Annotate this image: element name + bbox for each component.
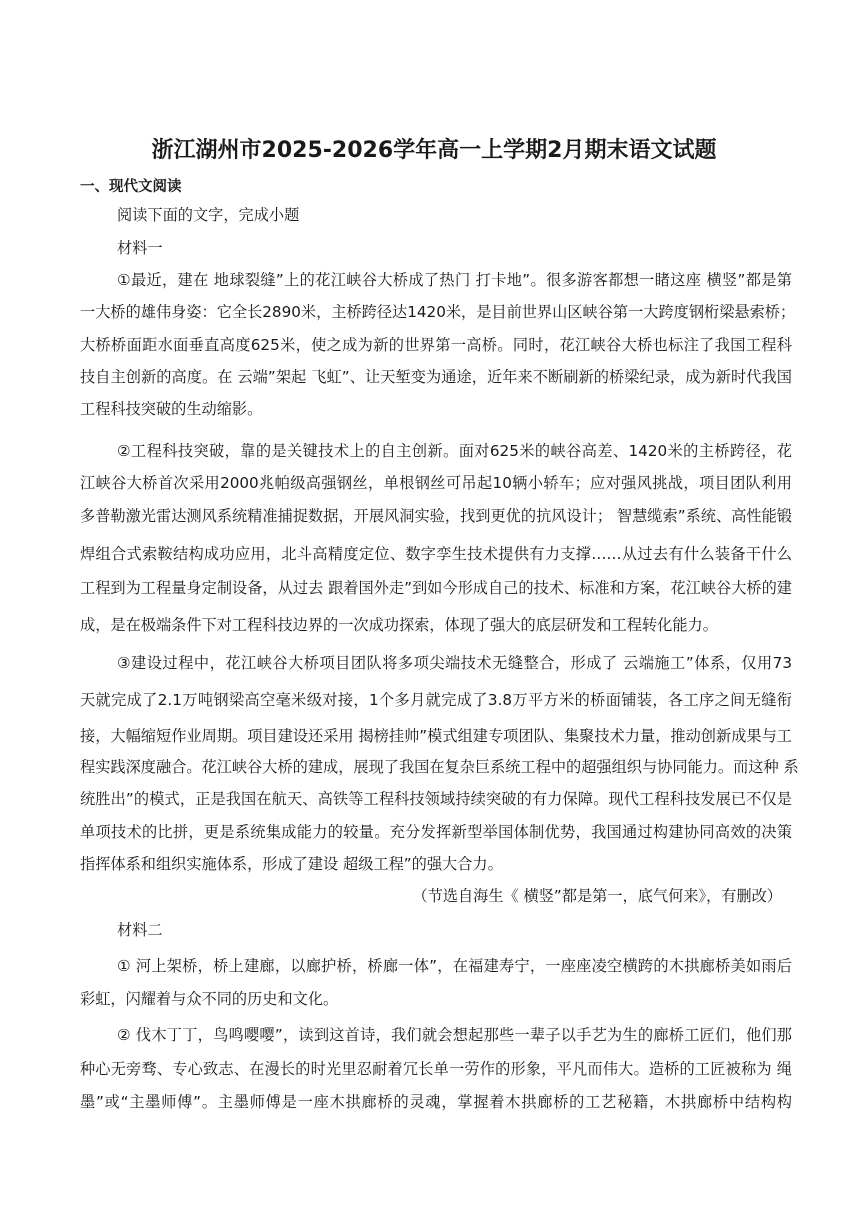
material-1-label: 材料一	[117, 239, 163, 257]
text-line: 单项技术的比拼，更是系统集成能力的较量。充分发挥新型举国体制优势，我国通过构建协同高效的决策	[80, 823, 792, 841]
text-line: ①最近，建在 地球裂缝”上的花江峡谷大桥成了热门 打卡地”。很多游客都想一睹这座 横竖”都是第	[117, 271, 792, 289]
instruction-text: 阅读下面的文字，完成小题	[117, 206, 300, 224]
text-line: ③建设过程中，花江峡谷大桥项目团队将多项尖端技术无缝整合，形成了 云端施工”体系，仅用73	[117, 654, 792, 672]
text-line: 工程到为工程量身定制设备，从过去 跟着国外走”到如今形成自己的技术、标准和方案，花江峡谷大桥的建	[80, 579, 792, 597]
text-line: 彩虹，闪耀着与众不同的历史和文化。	[80, 990, 339, 1008]
text-line: 接，大幅缩短作业周期。项目建设还采用 揭榜挂帅”模式组建专项团队、集聚技术力量，推动创新成果与工	[80, 727, 792, 745]
text-line: 指挥体系和组织实施体系，形成了建设 超级工程”的强大合力。	[80, 855, 503, 873]
text-line: 统胜出”的模式，正是我国在航天、高铁等工程科技领域持续突破的有力保障。现代工程科技发展已不仅是	[80, 790, 792, 808]
text-line: 墨”或“主墨师傅”。主墨师傅是一座木拱廊桥的灵魂，掌握着木拱廊桥的工艺秘籍，木拱廊桥中结构构	[80, 1093, 792, 1111]
text-line: 技自主创新的高度。在 云端”架起 飞虹”、让天堑变为通途，近年来不断刷新的桥梁纪录，成为新时代我国	[80, 368, 792, 386]
document-title: 浙江湖州市2025-2026学年高一上学期2月期末语文试题	[151, 138, 717, 163]
section-heading: 一、现代文阅读	[80, 179, 182, 195]
text-line: 天就完成了2.1万吨钢梁高空毫米级对接，1个多月就完成了3.8万平方米的桥面铺装，各工序之间无缝衔	[80, 691, 792, 709]
text-line: ① 河上架桥，桥上建廊，以廊护桥，桥廊一体”，在福建寿宁，一座座凌空横跨的木拱廊桥美如雨后	[117, 957, 792, 975]
text-line: 大桥桥面距水面垂直高度625米，使之成为新的世界第一高桥。同时，花江峡谷大桥也标注了我国工程科	[80, 336, 792, 354]
text-line: 工程科技突破的生动缩影。	[80, 400, 263, 418]
text-line: ② 伐木丁丁，鸟鸣嘤嘤”，读到这首诗，我们就会想起那些一辈子以手艺为生的廊桥工匠们，他们那	[117, 1026, 792, 1044]
text-line: 焊组合式索鞍结构成功应用，北斗高精度定位、数字孪生技术提供有力支撑……从过去有什么装备干什么	[80, 545, 792, 563]
text-line: 江峡谷大桥首次采用2000兆帕级高强钢丝，单根钢丝可吊起10辆小轿车；应对强风挑战，项目团队利用	[80, 474, 792, 492]
text-line: ②工程科技突破，靠的是关键技术上的自主创新。面对625米的峡谷高差、1420米的主桥跨径，花	[117, 442, 792, 460]
text-line: 种心无旁骛、专心致志、在漫长的时光里忍耐着冗长单一劳作的形象，平凡而伟大。造桥的工匠被称为 绳	[80, 1060, 792, 1078]
text-line: 程实践深度融合。花江峡谷大桥的建成，展现了我国在复杂巨系统工程中的超强组织与协同能力。而这种 系	[80, 758, 799, 776]
text-line: 成，是在极端条件下对工程科技边界的一次成功探索，体现了强大的底层研发和工程转化能力。	[80, 616, 718, 634]
text-line: 多普勒激光雷达测风系统精准捕捉数据，开展风洞实验，找到更优的抗风设计； 智慧缆索”系统、高性能锻	[80, 507, 792, 525]
text-line: 一大桥的雄伟身姿：它全长2890米，主桥跨径达1420米，是目前世界山区峡谷第一大跨度钢桁梁悬索桥；	[80, 303, 796, 321]
material-1-source: （节选自海生《 横竖”都是第一，底气何来》，有删改）	[412, 887, 782, 905]
material-2-label: 材料二	[117, 921, 163, 939]
